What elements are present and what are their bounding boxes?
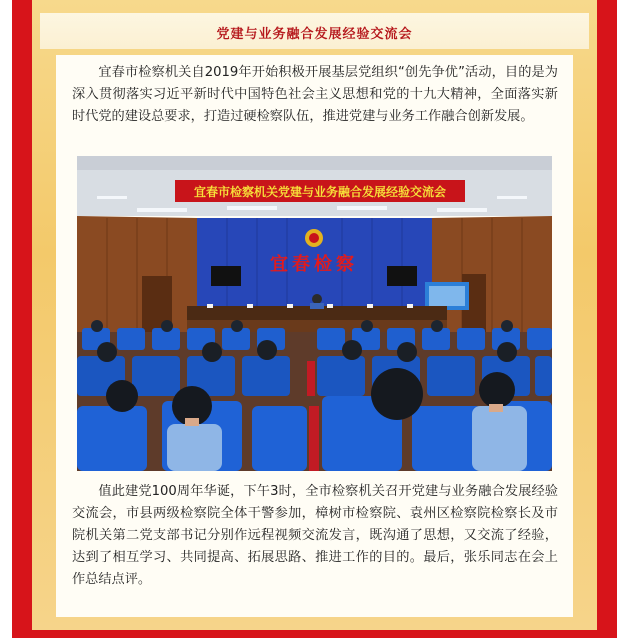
photo-banner: 宜春市检察机关党建与业务融合发展经验交流会 <box>193 185 447 199</box>
meeting-photo <box>77 156 552 471</box>
wall-text: 宜春检察 <box>270 254 358 275</box>
intro-paragraph: 宜春市检察机关自2019年开始积极开展基层党组织“创先争优”活动，目的是为深入贯彻落实习近平新时代中国特色社会主义思想和党的十九大精神，全面落实新时代党的建设总要求，打造过硬检察队伍，推进党建与业务工作融合创新发展。 <box>72 65 558 124</box>
meeting-paragraph: 值此建党100周年华诞，下午3时，全市检察机关召开党建与业务融合发展经验交流会，市县两级检察院全体干警参加，樟树市检察院、袁州区检察院检察长及市院机关第二党支部书记分别作远程视频交流发言，既沟通了思想，又交流了经验，达到了相互学习、共同提高、拓展思路、推进工作的目的。最后，张乐同志在会上作总结点评。 <box>72 484 558 587</box>
article-title: 党建与业务融合发展经验交流会 <box>216 27 413 42</box>
article-body <box>56 55 573 617</box>
title-bar <box>40 13 589 49</box>
